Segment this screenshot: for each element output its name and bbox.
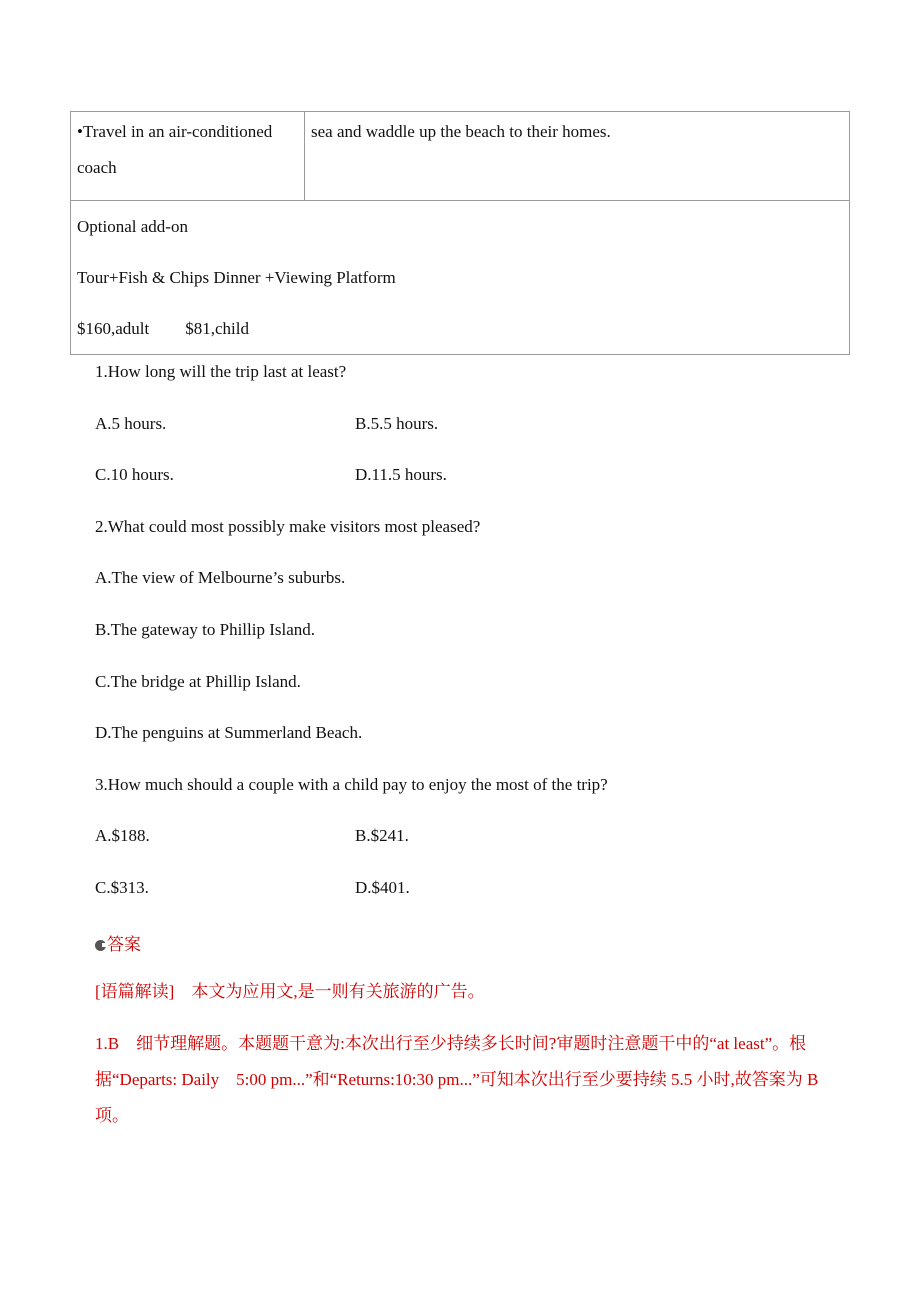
question-1-option-b: B.5.5 hours. (355, 414, 439, 433)
price-child: $81,child (185, 319, 249, 338)
passage-text: 本文为应用文,是一则有关旅游的广告。 (191, 982, 485, 1001)
question-2-stem: 2.What could most possibly make visitors most pleased? (95, 517, 481, 536)
question-3-option-a: A.$188. (95, 826, 150, 845)
price-adult: $160,adult (77, 319, 150, 338)
question-3-option-c: C.$313. (95, 878, 149, 897)
question-1-stem: 1.How long will the trip last at least? (95, 362, 347, 381)
question-3-option-b: B.$241. (355, 826, 409, 845)
answer-heading (95, 930, 141, 955)
addon-description: Tour+Fish & Chips Dinner +Viewing Platform (77, 268, 396, 287)
addon-cell (71, 201, 850, 355)
question-1-option-d: D.11.5 hours. (355, 465, 447, 484)
table-cell-right: sea and waddle up the beach to their homes. (305, 112, 850, 201)
question-3-stem: 3.How much should a couple with a child pay to enjoy the most of the trip? (95, 775, 608, 794)
tour-info-table (70, 111, 850, 355)
question-1-option-a: A.5 hours. (95, 414, 167, 433)
answer-heading-text: 答案 (107, 935, 141, 954)
question-2-option-b: B.The gateway to Phillip Island. (95, 620, 316, 639)
passage-label: [语篇解读] (95, 982, 175, 1001)
addon-prices (77, 303, 843, 354)
passage-interpretation (95, 974, 830, 1010)
question-2-option-c: C.The bridge at Phillip Island. (95, 672, 301, 691)
question-2-option-a: A.The view of Melbourne’s suburbs. (95, 568, 346, 587)
answer-marker-icon (95, 940, 106, 951)
question-1-option-c: C.10 hours. (95, 465, 174, 484)
explanation-1: 1.B 细节理解题。本题题干意为:本次出行至少持续多长时间?审题时注意题干中的“at least”。根据“Departs: Daily 5:00 pm...”和“Returns:10:30 pm...”可知本次出行至少要持续 5.5 小时,故答案为 B 项。 (95, 1034, 819, 1125)
addon-title: Optional add-on (77, 217, 188, 236)
table-cell-left: •Travel in an air-conditioned coach (71, 112, 305, 201)
question-2-option-d: D.The penguins at Summerland Beach. (95, 723, 363, 742)
question-3-option-d: D.$401. (355, 878, 410, 897)
